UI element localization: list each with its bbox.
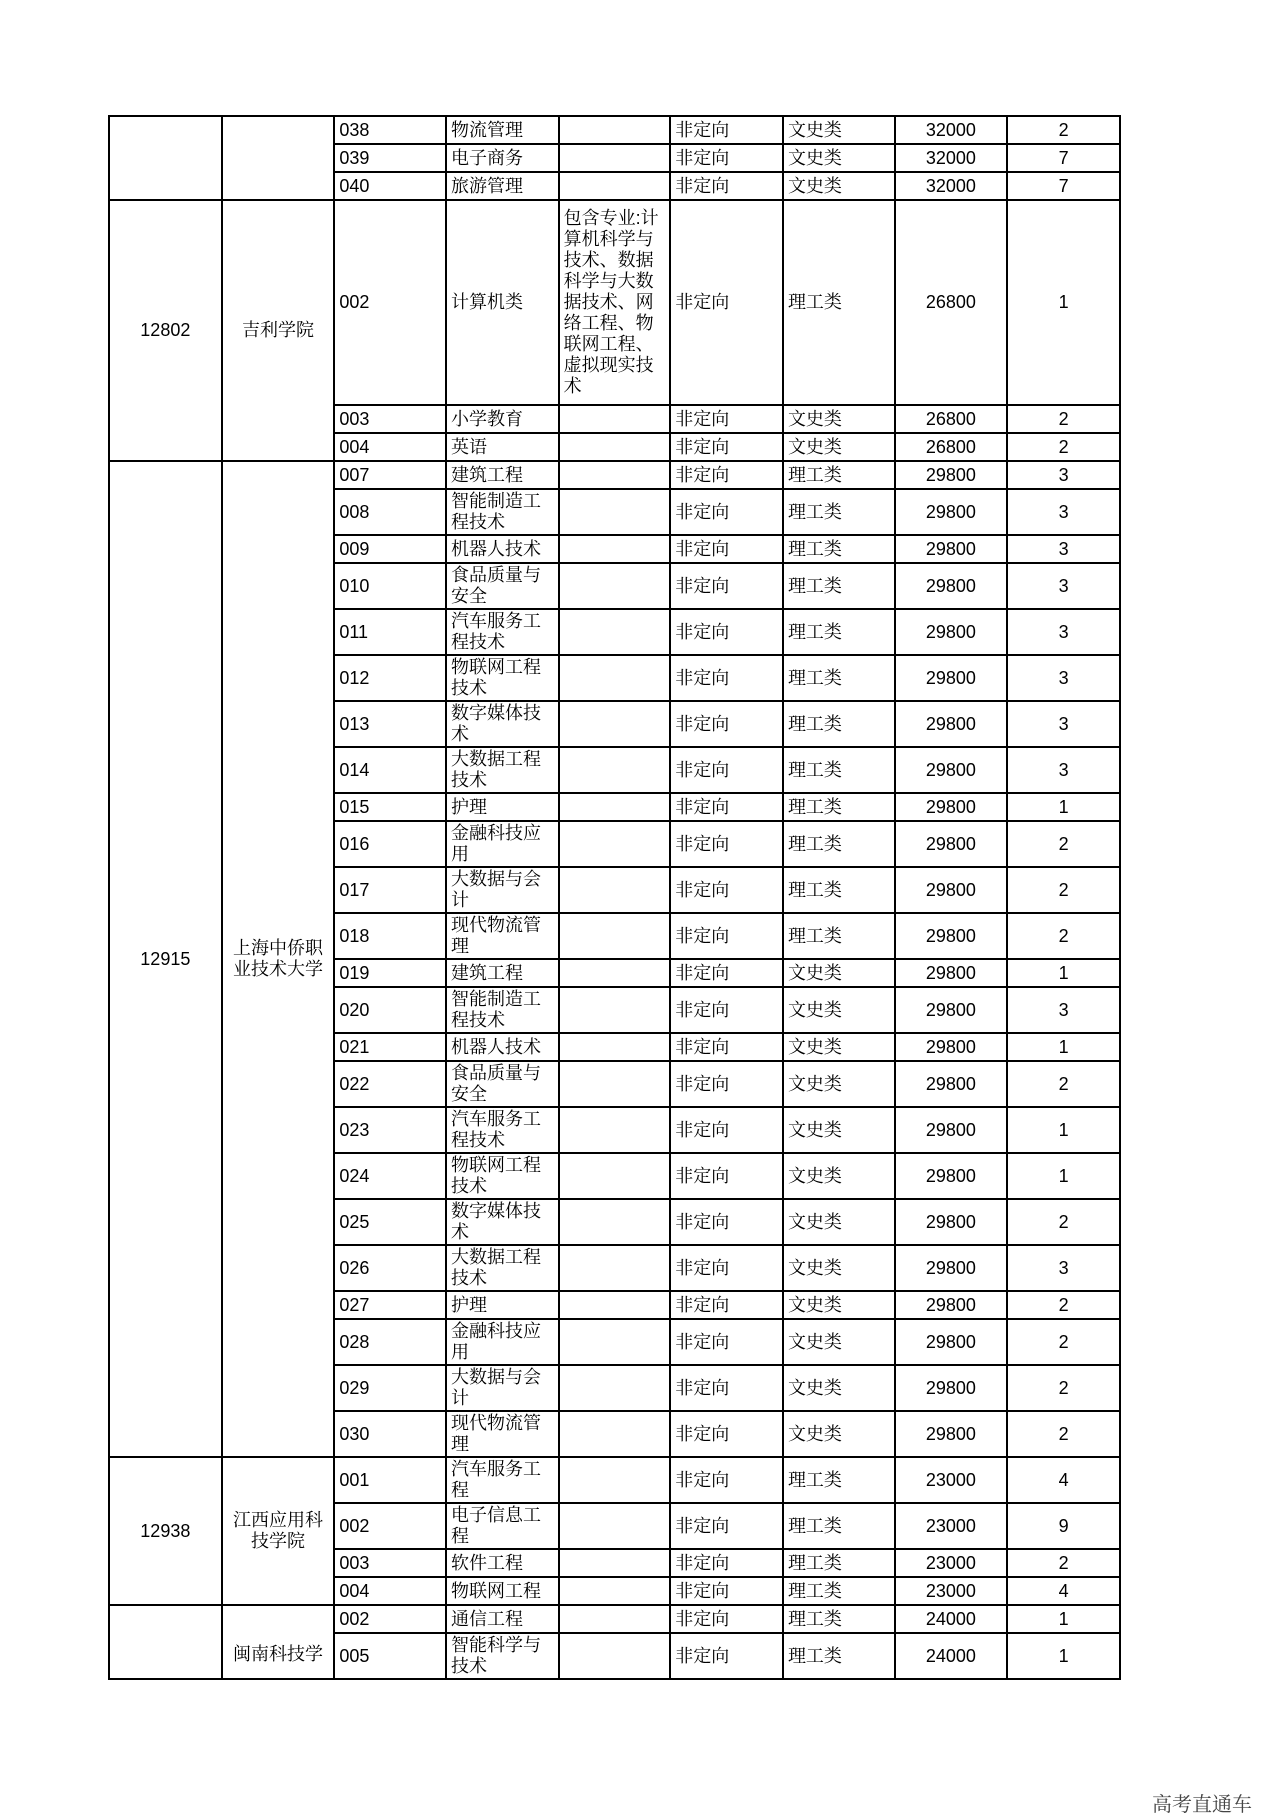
plan-type: 非定向 — [670, 461, 783, 489]
subject-category: 理工类 — [783, 489, 895, 535]
plan-count: 2 — [1007, 1365, 1120, 1411]
subject-category: 理工类 — [783, 913, 895, 959]
major-code: 001 — [334, 1457, 446, 1503]
major-name: 金融科技应用 — [446, 1319, 559, 1365]
major-code: 002 — [334, 1605, 446, 1633]
plan-type: 非定向 — [670, 987, 783, 1033]
major-name: 软件工程 — [446, 1549, 559, 1577]
major-code: 004 — [334, 433, 446, 461]
plan-count: 3 — [1007, 1245, 1120, 1291]
plan-type: 非定向 — [670, 1411, 783, 1457]
subject-category: 文史类 — [783, 1199, 895, 1245]
major-code: 025 — [334, 1199, 446, 1245]
major-name: 建筑工程 — [446, 959, 559, 987]
plan-count: 1 — [1007, 1107, 1120, 1153]
school-name: 上海中侨职业技术大学 — [222, 461, 335, 1457]
plan-count: 2 — [1007, 821, 1120, 867]
major-note — [559, 405, 671, 433]
plan-type: 非定向 — [670, 1633, 783, 1679]
plan-type: 非定向 — [670, 1549, 783, 1577]
major-name: 汽车服务工程 — [446, 1457, 559, 1503]
plan-type: 非定向 — [670, 1245, 783, 1291]
plan-type: 非定向 — [670, 563, 783, 609]
school-name — [222, 1605, 335, 1679]
tuition-fee: 29800 — [895, 1033, 1008, 1061]
major-code: 024 — [334, 1153, 446, 1199]
major-note — [559, 747, 671, 793]
tuition-fee: 29800 — [895, 655, 1008, 701]
major-code: 003 — [334, 1549, 446, 1577]
tuition-fee: 29800 — [895, 461, 1008, 489]
subject-category: 理工类 — [783, 747, 895, 793]
major-code: 017 — [334, 867, 446, 913]
plan-count: 2 — [1007, 913, 1120, 959]
subject-category: 理工类 — [783, 1549, 895, 1577]
subject-category: 文史类 — [783, 433, 895, 461]
tuition-fee: 29800 — [895, 609, 1008, 655]
plan-count: 2 — [1007, 1411, 1120, 1457]
plan-type: 非定向 — [670, 1033, 783, 1061]
tuition-fee: 24000 — [895, 1633, 1008, 1679]
subject-category: 理工类 — [783, 701, 895, 747]
major-name: 大数据工程技术 — [446, 1245, 559, 1291]
subject-category: 文史类 — [783, 1291, 895, 1319]
major-code: 028 — [334, 1319, 446, 1365]
major-code: 026 — [334, 1245, 446, 1291]
subject-category: 文史类 — [783, 144, 895, 172]
major-name: 计算机类 — [446, 200, 559, 405]
major-note — [559, 1291, 671, 1319]
plan-count: 1 — [1007, 1633, 1120, 1679]
plan-count: 2 — [1007, 1199, 1120, 1245]
major-name: 数字媒体技术 — [446, 1199, 559, 1245]
major-name: 大数据与会计 — [446, 867, 559, 913]
plan-count: 2 — [1007, 1291, 1120, 1319]
tuition-fee: 29800 — [895, 563, 1008, 609]
admission-plan-sheet — [108, 115, 1121, 1680]
subject-category: 理工类 — [783, 821, 895, 867]
tuition-fee: 29800 — [895, 535, 1008, 563]
major-name: 食品质量与安全 — [446, 1061, 559, 1107]
major-code: 022 — [334, 1061, 446, 1107]
plan-count: 3 — [1007, 461, 1120, 489]
major-code: 039 — [334, 144, 446, 172]
plan-type: 非定向 — [670, 655, 783, 701]
major-note — [559, 793, 671, 821]
tuition-fee: 29800 — [895, 987, 1008, 1033]
tuition-fee: 32000 — [895, 144, 1008, 172]
major-code: 030 — [334, 1411, 446, 1457]
tuition-fee: 29800 — [895, 1411, 1008, 1457]
subject-category: 文史类 — [783, 1411, 895, 1457]
major-code: 018 — [334, 913, 446, 959]
subject-category: 理工类 — [783, 535, 895, 563]
plan-type: 非定向 — [670, 172, 783, 200]
major-note — [559, 1503, 671, 1549]
major-name: 护理 — [446, 1291, 559, 1319]
major-code: 014 — [334, 747, 446, 793]
plan-count: 2 — [1007, 1061, 1120, 1107]
major-name: 数字媒体技术 — [446, 701, 559, 747]
major-name: 通信工程 — [446, 1605, 559, 1633]
major-name: 汽车服务工程技术 — [446, 609, 559, 655]
tuition-fee: 29800 — [895, 1107, 1008, 1153]
major-note — [559, 1633, 671, 1679]
major-note — [559, 1457, 671, 1503]
major-note — [559, 1577, 671, 1605]
major-note — [559, 563, 671, 609]
tuition-fee: 29800 — [895, 793, 1008, 821]
major-name: 机器人技术 — [446, 535, 559, 563]
major-name: 电子商务 — [446, 144, 559, 172]
major-note — [559, 1033, 671, 1061]
major-note — [559, 609, 671, 655]
tuition-fee: 29800 — [895, 747, 1008, 793]
major-note — [559, 701, 671, 747]
subject-category: 理工类 — [783, 1633, 895, 1679]
subject-category: 理工类 — [783, 563, 895, 609]
admission-plan-table — [108, 115, 1121, 1680]
major-name: 机器人技术 — [446, 1033, 559, 1061]
major-code: 007 — [334, 461, 446, 489]
subject-category: 文史类 — [783, 1319, 895, 1365]
school-name: 吉利学院 — [222, 200, 335, 461]
major-note — [559, 913, 671, 959]
table-body — [109, 116, 1120, 1679]
major-code: 012 — [334, 655, 446, 701]
plan-count: 3 — [1007, 563, 1120, 609]
major-name: 建筑工程 — [446, 461, 559, 489]
plan-count: 3 — [1007, 489, 1120, 535]
major-name: 物联网工程 — [446, 1577, 559, 1605]
major-code: 023 — [334, 1107, 446, 1153]
plan-count: 3 — [1007, 535, 1120, 563]
major-code: 020 — [334, 987, 446, 1033]
major-code: 013 — [334, 701, 446, 747]
major-note — [559, 1199, 671, 1245]
table-row — [109, 1457, 1120, 1503]
plan-count: 2 — [1007, 433, 1120, 461]
tuition-fee: 23000 — [895, 1549, 1008, 1577]
subject-category: 文史类 — [783, 172, 895, 200]
plan-type: 非定向 — [670, 1605, 783, 1633]
plan-type: 非定向 — [670, 793, 783, 821]
plan-count: 1 — [1007, 959, 1120, 987]
major-name: 汽车服务工程技术 — [446, 1107, 559, 1153]
plan-type: 非定向 — [670, 747, 783, 793]
major-code: 004 — [334, 1577, 446, 1605]
plan-type: 非定向 — [670, 1199, 783, 1245]
plan-type: 非定向 — [670, 959, 783, 987]
major-note — [559, 116, 671, 144]
subject-category: 文史类 — [783, 1033, 895, 1061]
plan-type: 非定向 — [670, 1061, 783, 1107]
major-name: 电子信息工程 — [446, 1503, 559, 1549]
plan-type: 非定向 — [670, 489, 783, 535]
plan-count: 7 — [1007, 172, 1120, 200]
plan-type: 非定向 — [670, 1503, 783, 1549]
tuition-fee: 29800 — [895, 1199, 1008, 1245]
plan-count: 3 — [1007, 655, 1120, 701]
table-row — [109, 1605, 1120, 1633]
tuition-fee: 29800 — [895, 1291, 1008, 1319]
major-name: 智能科学与技术 — [446, 1633, 559, 1679]
major-name: 现代物流管理 — [446, 913, 559, 959]
tuition-fee: 23000 — [895, 1503, 1008, 1549]
tuition-fee: 29800 — [895, 821, 1008, 867]
major-code: 002 — [334, 1503, 446, 1549]
plan-type: 非定向 — [670, 116, 783, 144]
plan-count: 2 — [1007, 405, 1120, 433]
major-name: 小学教育 — [446, 405, 559, 433]
tuition-fee: 26800 — [895, 433, 1008, 461]
subject-category: 文史类 — [783, 405, 895, 433]
plan-type: 非定向 — [670, 1577, 783, 1605]
plan-type: 非定向 — [670, 609, 783, 655]
plan-count: 4 — [1007, 1457, 1120, 1503]
plan-type: 非定向 — [670, 200, 783, 405]
major-note — [559, 489, 671, 535]
plan-type: 非定向 — [670, 1365, 783, 1411]
subject-category: 理工类 — [783, 867, 895, 913]
major-code: 009 — [334, 535, 446, 563]
major-note — [559, 172, 671, 200]
major-note — [559, 867, 671, 913]
school-name: 江西应用科技学院 — [222, 1457, 335, 1605]
tuition-fee: 26800 — [895, 200, 1008, 405]
major-name: 物联网工程技术 — [446, 1153, 559, 1199]
plan-type: 非定向 — [670, 1457, 783, 1503]
subject-category: 理工类 — [783, 609, 895, 655]
subject-category: 理工类 — [783, 1577, 895, 1605]
major-code: 011 — [334, 609, 446, 655]
subject-category: 理工类 — [783, 200, 895, 405]
major-code: 003 — [334, 405, 446, 433]
subject-category: 理工类 — [783, 655, 895, 701]
plan-type: 非定向 — [670, 535, 783, 563]
major-name: 现代物流管理 — [446, 1411, 559, 1457]
plan-type: 非定向 — [670, 1107, 783, 1153]
plan-type: 非定向 — [670, 433, 783, 461]
major-note — [559, 821, 671, 867]
major-code: 016 — [334, 821, 446, 867]
subject-category: 文史类 — [783, 1245, 895, 1291]
major-name: 智能制造工程技术 — [446, 489, 559, 535]
major-note — [559, 535, 671, 563]
plan-type: 非定向 — [670, 913, 783, 959]
plan-count: 9 — [1007, 1503, 1120, 1549]
tuition-fee: 26800 — [895, 405, 1008, 433]
major-name: 智能制造工程技术 — [446, 987, 559, 1033]
tuition-fee: 23000 — [895, 1577, 1008, 1605]
major-code: 027 — [334, 1291, 446, 1319]
plan-count: 1 — [1007, 793, 1120, 821]
major-note — [559, 144, 671, 172]
watermark-text: 高考直通车 — [1152, 1792, 1252, 1816]
plan-count: 3 — [1007, 987, 1120, 1033]
plan-count: 3 — [1007, 701, 1120, 747]
major-note — [559, 1549, 671, 1577]
major-name: 护理 — [446, 793, 559, 821]
plan-count: 1 — [1007, 1153, 1120, 1199]
tuition-fee: 29800 — [895, 913, 1008, 959]
subject-category: 文史类 — [783, 116, 895, 144]
major-note: 包含专业:计算机科学与技术、数据科学与大数据技术、网络工程、物联网工程、虚拟现实技术 — [559, 200, 671, 405]
subject-category: 理工类 — [783, 461, 895, 489]
major-code: 040 — [334, 172, 446, 200]
major-note — [559, 461, 671, 489]
table-row — [109, 116, 1120, 144]
plan-type: 非定向 — [670, 1319, 783, 1365]
tuition-fee: 29800 — [895, 701, 1008, 747]
plan-count: 1 — [1007, 1033, 1120, 1061]
plan-type: 非定向 — [670, 867, 783, 913]
major-code: 002 — [334, 200, 446, 405]
plan-count: 4 — [1007, 1577, 1120, 1605]
major-note — [559, 959, 671, 987]
subject-category: 文史类 — [783, 1061, 895, 1107]
major-note — [559, 1411, 671, 1457]
plan-type: 非定向 — [670, 1153, 783, 1199]
tuition-fee: 29800 — [895, 867, 1008, 913]
plan-count: 2 — [1007, 1319, 1120, 1365]
major-code: 019 — [334, 959, 446, 987]
major-note — [559, 1061, 671, 1107]
major-code: 015 — [334, 793, 446, 821]
major-code: 029 — [334, 1365, 446, 1411]
major-note — [559, 1245, 671, 1291]
major-code: 005 — [334, 1633, 446, 1679]
tuition-fee: 29800 — [895, 1319, 1008, 1365]
table-row — [109, 461, 1120, 489]
major-name: 物联网工程技术 — [446, 655, 559, 701]
plan-count: 2 — [1007, 867, 1120, 913]
major-note — [559, 1605, 671, 1633]
tuition-fee: 32000 — [895, 116, 1008, 144]
tuition-fee: 29800 — [895, 959, 1008, 987]
plan-count: 2 — [1007, 1549, 1120, 1577]
school-code: 12802 — [109, 200, 222, 461]
plan-count: 7 — [1007, 144, 1120, 172]
subject-category: 理工类 — [783, 793, 895, 821]
table-row — [109, 200, 1120, 405]
major-code: 021 — [334, 1033, 446, 1061]
school-name — [222, 116, 335, 200]
plan-count: 2 — [1007, 116, 1120, 144]
major-name: 旅游管理 — [446, 172, 559, 200]
plan-count: 3 — [1007, 609, 1120, 655]
major-note — [559, 987, 671, 1033]
major-name: 大数据与会计 — [446, 1365, 559, 1411]
major-note — [559, 433, 671, 461]
tuition-fee: 29800 — [895, 1365, 1008, 1411]
subject-category: 文史类 — [783, 1153, 895, 1199]
tuition-fee: 32000 — [895, 172, 1008, 200]
subject-category: 理工类 — [783, 1605, 895, 1633]
school-code: 12915 — [109, 461, 222, 1457]
major-name: 金融科技应用 — [446, 821, 559, 867]
major-name: 物流管理 — [446, 116, 559, 144]
major-note — [559, 1107, 671, 1153]
major-code: 038 — [334, 116, 446, 144]
school-code — [109, 116, 222, 200]
tuition-fee: 29800 — [895, 1153, 1008, 1199]
subject-category: 理工类 — [783, 1457, 895, 1503]
plan-type: 非定向 — [670, 821, 783, 867]
plan-type: 非定向 — [670, 144, 783, 172]
major-name: 英语 — [446, 433, 559, 461]
school-name-text: 闽南科技学 — [232, 1644, 323, 1662]
major-note — [559, 655, 671, 701]
major-note — [559, 1153, 671, 1199]
school-code: 12938 — [109, 1457, 222, 1605]
major-name: 大数据工程技术 — [446, 747, 559, 793]
plan-type: 非定向 — [670, 1291, 783, 1319]
subject-category: 文史类 — [783, 1365, 895, 1411]
major-note — [559, 1365, 671, 1411]
major-name: 食品质量与安全 — [446, 563, 559, 609]
plan-type: 非定向 — [670, 405, 783, 433]
subject-category: 理工类 — [783, 1503, 895, 1549]
plan-count: 3 — [1007, 747, 1120, 793]
plan-type: 非定向 — [670, 701, 783, 747]
major-code: 010 — [334, 563, 446, 609]
tuition-fee: 23000 — [895, 1457, 1008, 1503]
school-code — [109, 1605, 222, 1679]
plan-count: 1 — [1007, 200, 1120, 405]
subject-category: 文史类 — [783, 1107, 895, 1153]
major-note — [559, 1319, 671, 1365]
plan-count: 1 — [1007, 1605, 1120, 1633]
tuition-fee: 29800 — [895, 1245, 1008, 1291]
tuition-fee: 29800 — [895, 1061, 1008, 1107]
subject-category: 文史类 — [783, 987, 895, 1033]
subject-category: 文史类 — [783, 959, 895, 987]
tuition-fee: 29800 — [895, 489, 1008, 535]
tuition-fee: 24000 — [895, 1605, 1008, 1633]
major-code: 008 — [334, 489, 446, 535]
